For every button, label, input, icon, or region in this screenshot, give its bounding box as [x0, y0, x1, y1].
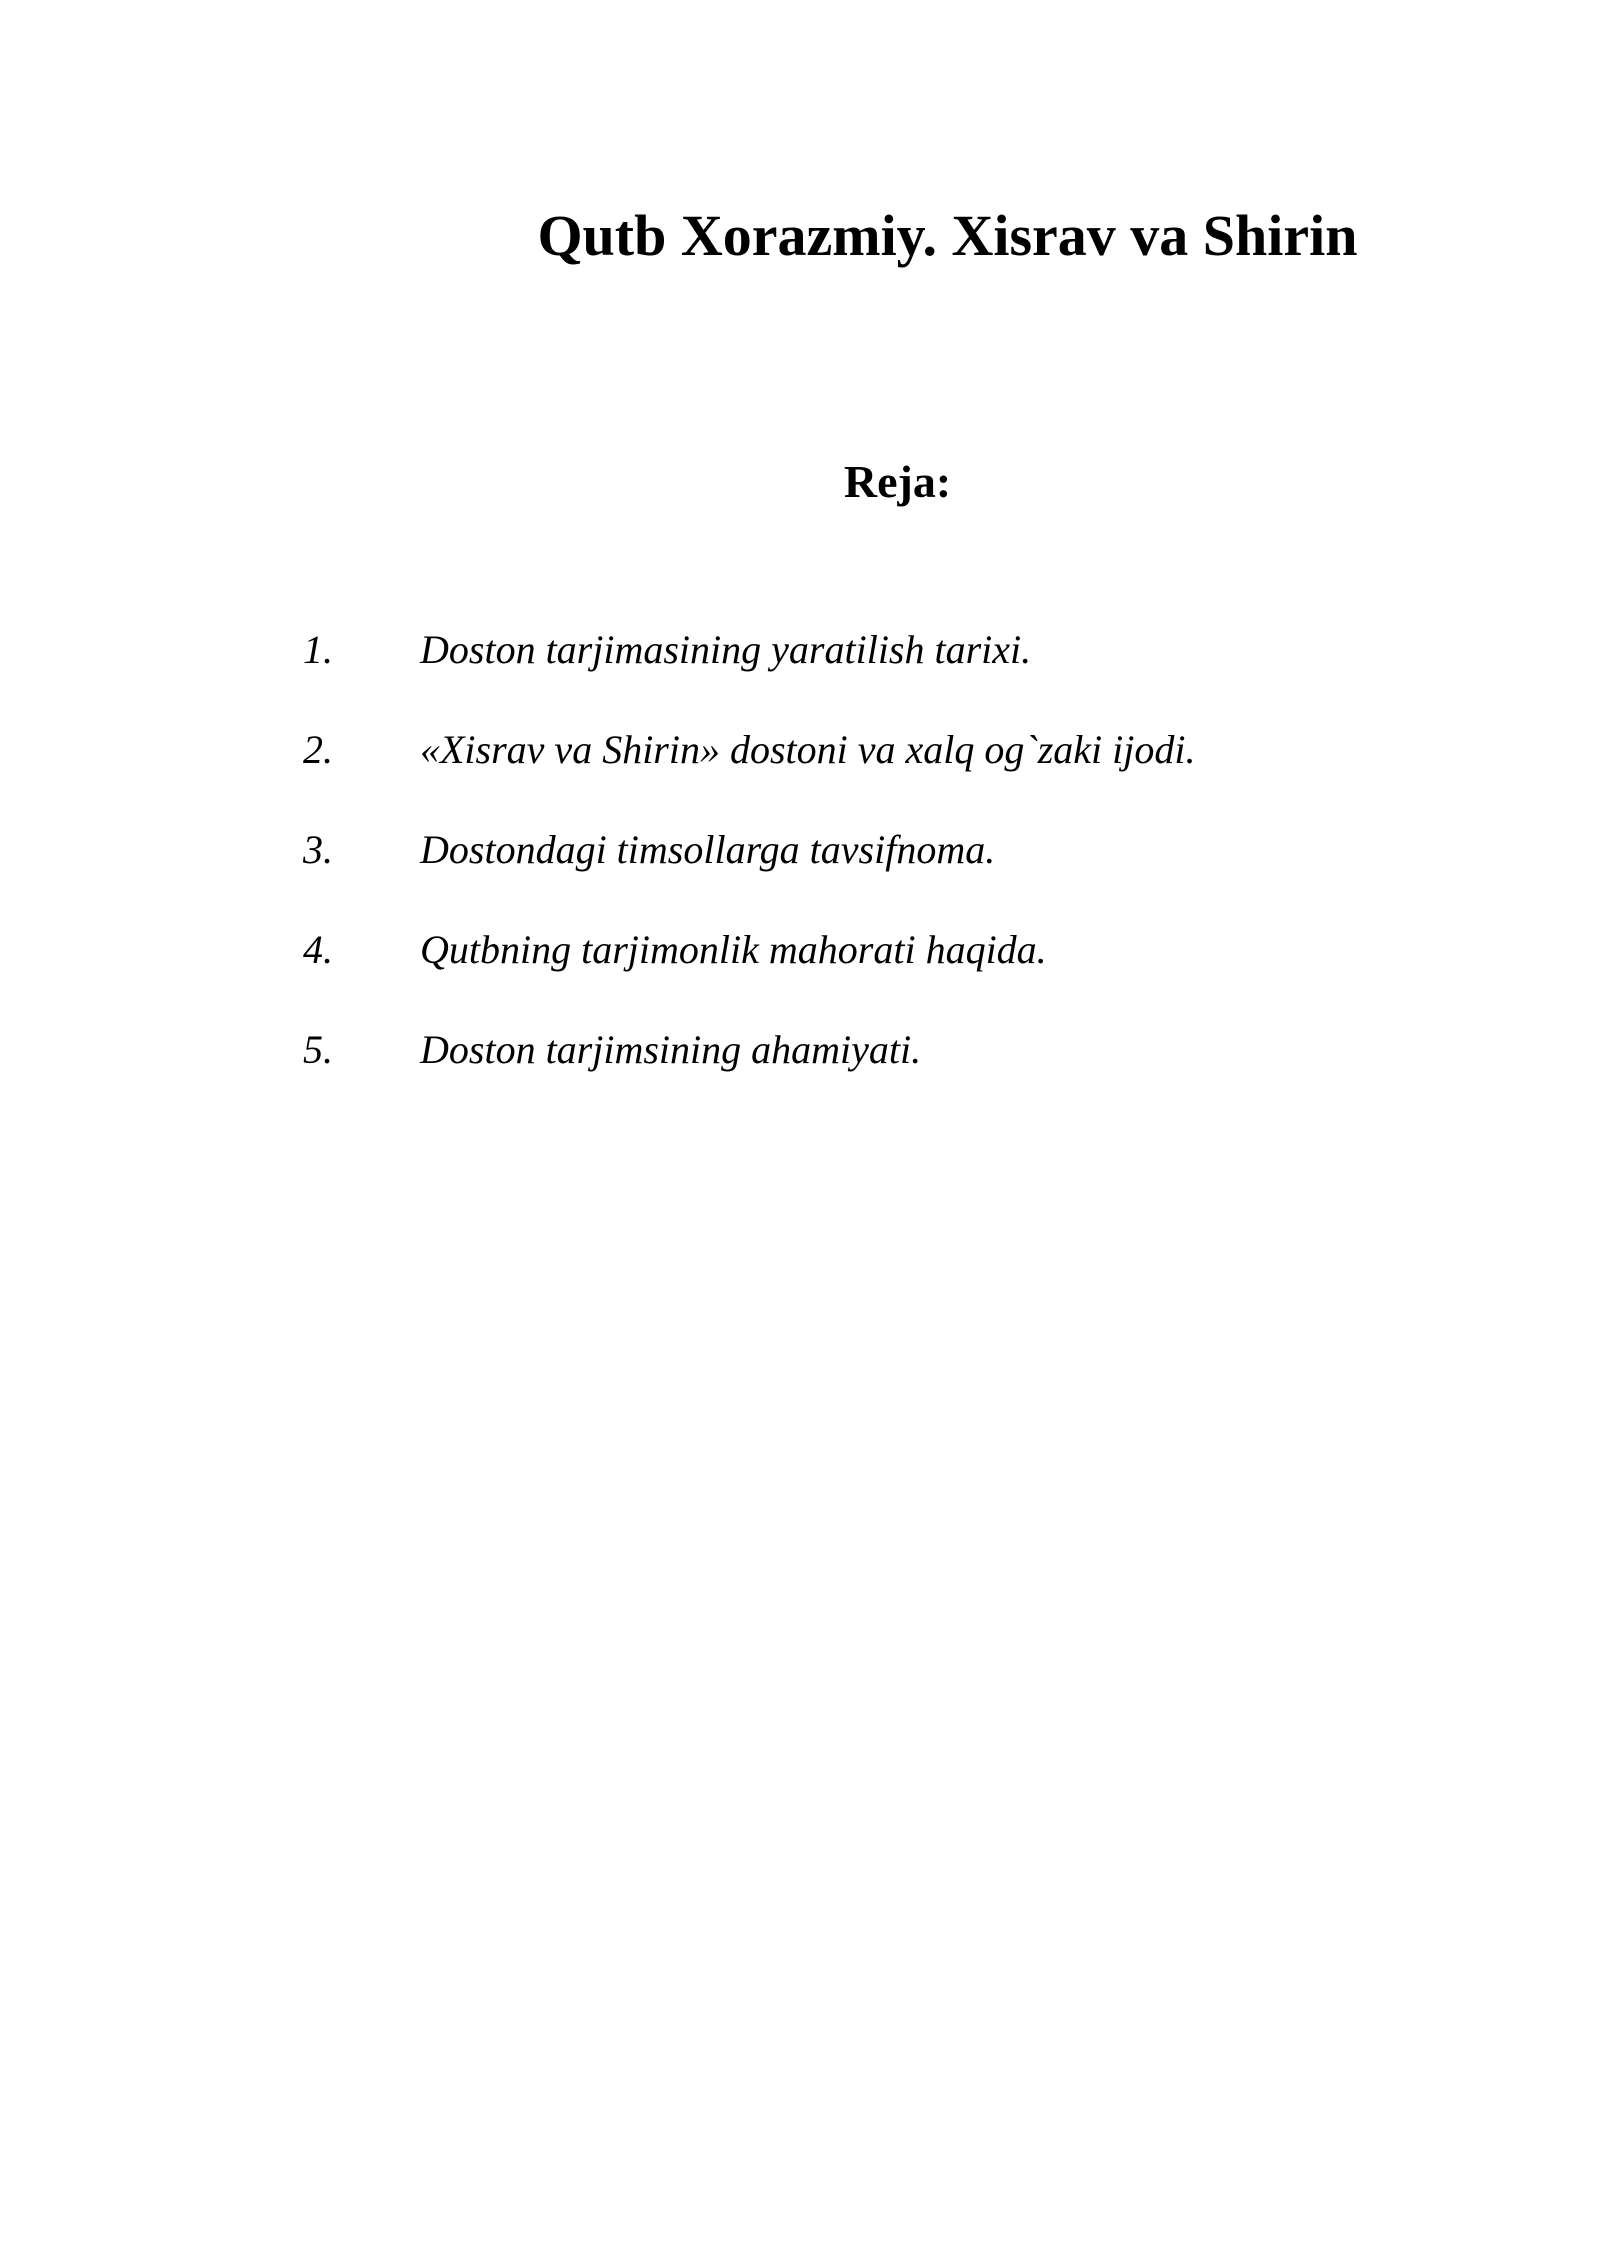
plan-item: [0, 820, 1600, 920]
plan-item-number: 1.: [303, 627, 333, 672]
plan-item-number: 4.: [303, 927, 333, 972]
plan-item: [0, 920, 1600, 1020]
plan-item: [0, 720, 1600, 820]
plan-item-number: 5.: [303, 1027, 333, 1072]
plan-item-text: Doston tarjimsining ahamiyati.: [420, 1027, 922, 1072]
plan-item-text: Qutbning tarjimonlik mahorati haqida.: [420, 927, 1047, 972]
plan-item: [0, 1020, 1600, 1120]
plan-item-text: Dostondagi timsollarga tavsifnoma.: [420, 827, 996, 872]
plan-heading: Reja:: [843, 456, 952, 507]
plan-list: [0, 620, 1600, 1120]
plan-item: [0, 620, 1600, 720]
plan-item-number: 2.: [303, 727, 333, 772]
plan-item-text: Doston tarjimasining yaratilish tarixi.: [420, 627, 1032, 672]
plan-item-number: 3.: [303, 827, 333, 872]
plan-item-text: «Xisrav va Shirin» dostoni va xalq og`zaki ijodi.: [420, 727, 1196, 772]
document-title: Qutb Xorazmiy. Xisrav va Shirin: [537, 203, 1358, 268]
